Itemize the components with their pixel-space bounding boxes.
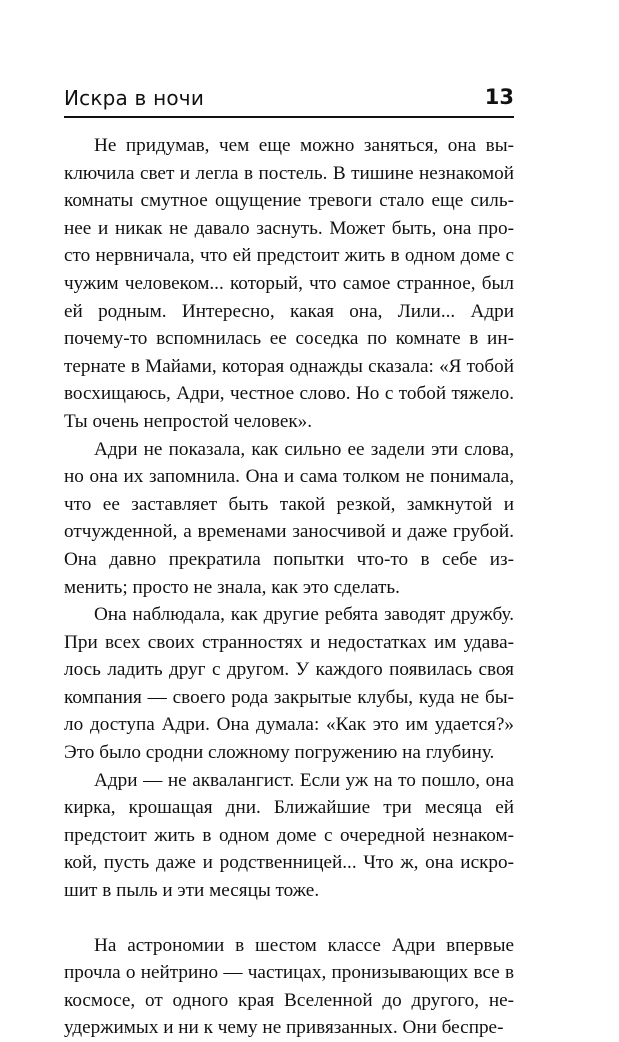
- paragraph-2: Адри не показала, как сильно ее задели эти слова, но она их запомнила. Она и сама толком не понимала, что ее заставляет быть такой резкой, замкнутой и отчужденной, а временами заносчивой и даже грубой. Она давно прекратила попытки что-то в себе изменить; просто не знала, как это сделать.: [64, 438, 514, 598]
- section-break: [64, 905, 514, 932]
- running-title: Искра в ночи: [64, 86, 205, 110]
- paragraph-1: Не придумав, чем еще можно заняться, она выключила свет и легла в постель. В тишине незнакомой комнаты смутное ощущение тревоги стало еще сильнее и никак не давало заснуть. Может быть, она просто нервничала, что ей предстоит жить в одном доме с чужим человеком... который, что самое странное, был ей родным. Интересно, какая она, Лили... Адри почему-то вспомнилась ее соседка по комнате в интернате в Майами, которая однажды сказала: «Я тобой восхищаюсь, Адри, честное слово. Но с тобой тяжело. Ты очень непростой человек».: [64, 135, 514, 432]
- running-header: [64, 82, 514, 118]
- paragraph-5: На астрономии в шестом классе Адри впервые прочла о нейтрино — частицах, пронизывающих все в космосе, от одного края Вселенной до другого, неудержимых и ни к чему не привязанных. Они беспре-: [64, 934, 514, 1039]
- page-number: 13: [484, 85, 514, 109]
- paragraph-3: Она наблюдала, как другие ребята заводят дружбу. При всех своих странностях и недостатках им удавалось ладить друг с другом. У каждого появилась своя компания — своего рода закрытые клубы, куда не было доступа Адри. Она думала: «Как это им удается?» Это было сродни сложному погружению на глубину.: [64, 604, 514, 764]
- body-text: [64, 132, 514, 1042]
- paragraph-4: Адри — не аквалангист. Если уж на то пошло, она кирка, крошащая дни. Ближайшие три месяца ей предстоит жить в одном доме с очередной незнакомкой, пусть даже и родственницей... Что ж, она искрошит в пыль и эти месяцы тоже.: [64, 769, 514, 902]
